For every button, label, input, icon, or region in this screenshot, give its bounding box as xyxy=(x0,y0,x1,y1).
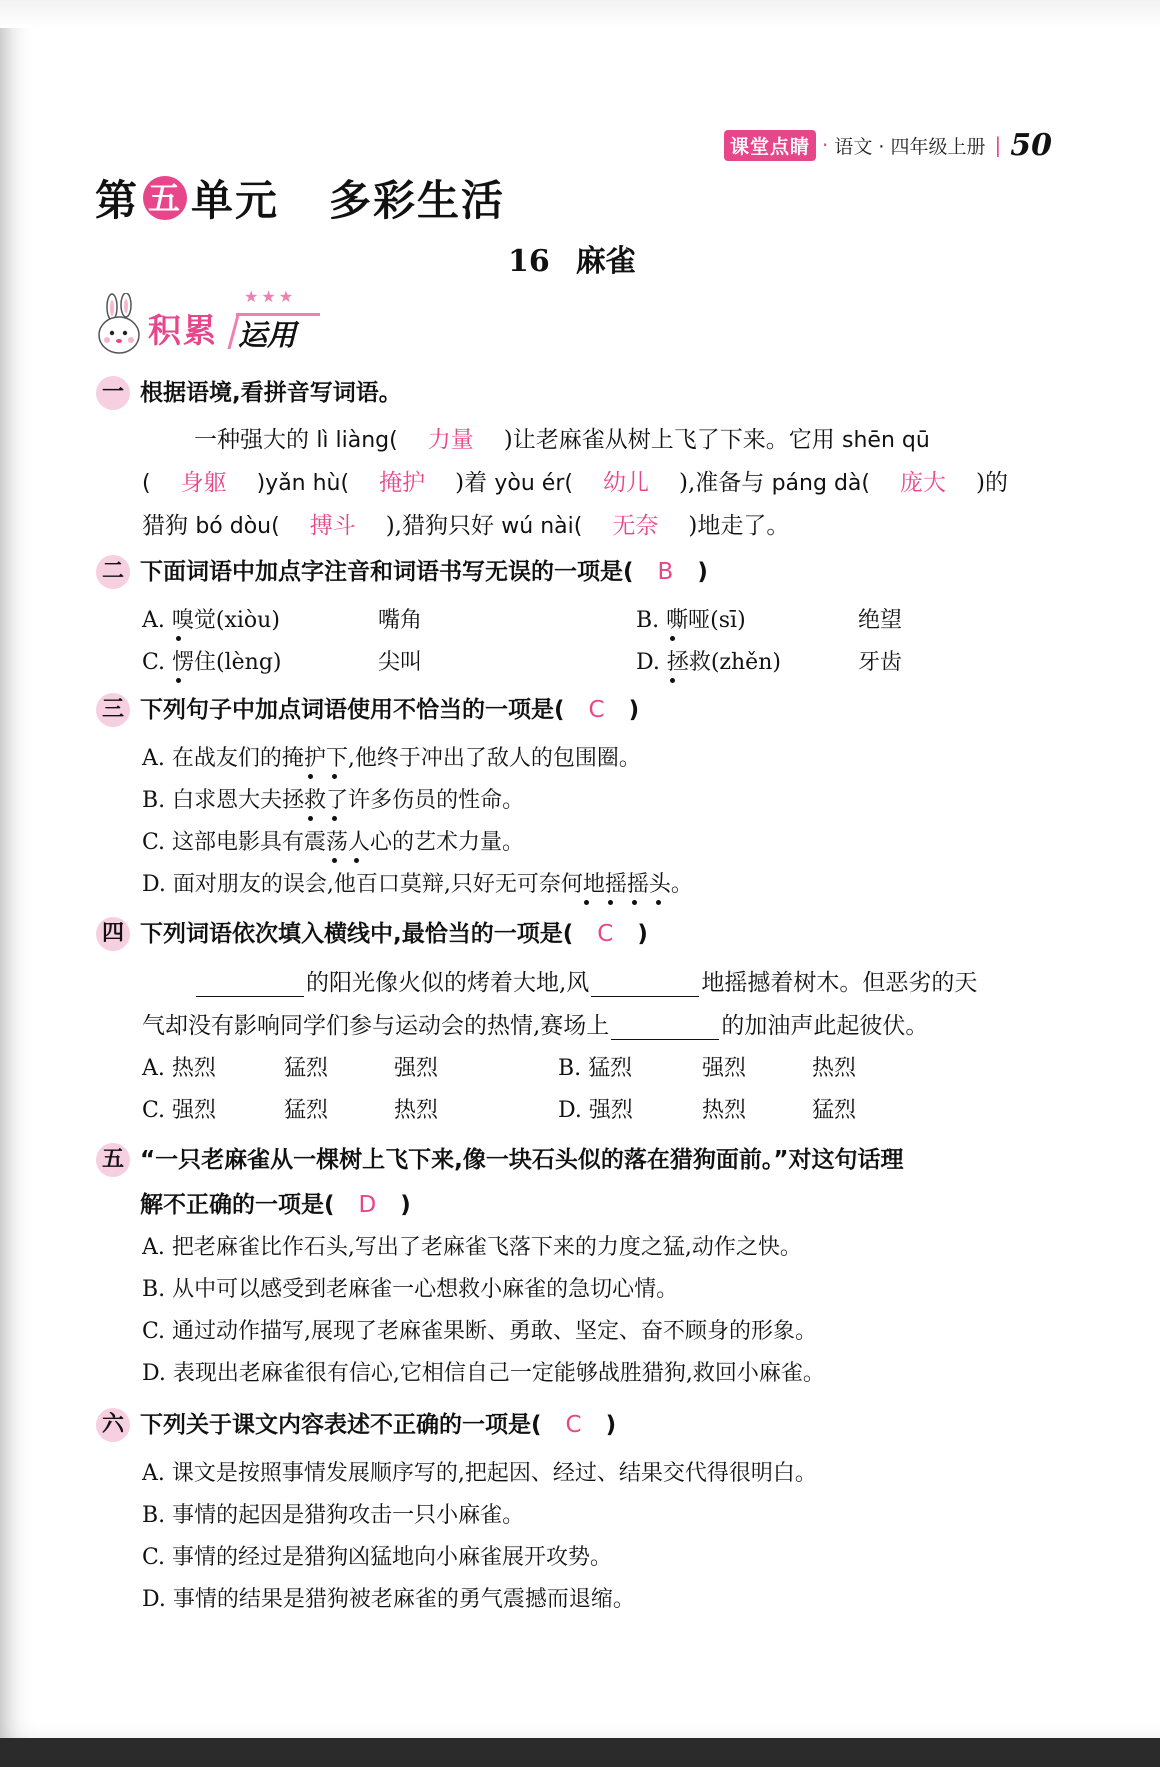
question-number: 五 xyxy=(96,1143,130,1177)
filled-answer: 幼儿 xyxy=(602,470,649,496)
rabbit-icon xyxy=(92,293,152,359)
prompt-text: 下列关于课文内容表述不正确的一项是( xyxy=(140,1412,542,1438)
passage-text: )地走了。 xyxy=(688,513,790,539)
option-c: C. 事情的经过是猎狗凶猛地向小麻雀展开攻势。 xyxy=(142,1545,613,1570)
question-4-head xyxy=(96,917,977,956)
option-a: A. 课文是按照事情发展顺序写的,把起因、经过、结果交代得很明白。 xyxy=(142,1461,817,1486)
prompt-text: 下面词语中加点字注音和词语书写无误的一项是( xyxy=(140,559,634,585)
prompt-text: 下列词语依次填入横线中,最恰当的一项是( xyxy=(140,921,574,947)
pinyin-text: wú nài( xyxy=(501,514,583,539)
banner-label-apply: 运用 xyxy=(238,318,297,352)
option-d: D. 表现出老麻雀很有信心,它相信自己一定能够战胜猎狗,救回小麻雀。 xyxy=(142,1361,825,1386)
header-divider: | xyxy=(994,133,1002,157)
option-a-word-2: 猛烈 xyxy=(284,1056,329,1081)
option-d-word: 牙齿 xyxy=(858,650,903,675)
option-d: D. 强烈 xyxy=(558,1098,633,1123)
question-prompt xyxy=(140,550,708,594)
option-d: D. 拯救(zhěn) xyxy=(636,650,781,675)
question-6-head xyxy=(96,1408,817,1447)
pinyin-text: páng dà( xyxy=(771,471,870,496)
option-c-word: 尖叫 xyxy=(378,650,423,675)
option-d-word-3: 猛烈 xyxy=(812,1098,857,1123)
option-b: B. 事情的起因是猎狗攻击一只小麻雀。 xyxy=(142,1503,525,1528)
option-c: C. 这部电影具有震荡人心的艺术力量。 xyxy=(142,830,525,855)
question-6-options xyxy=(142,1453,817,1621)
option-c-word-2: 猛烈 xyxy=(284,1098,329,1123)
header-subject: 语文 · 四年级上册 xyxy=(834,135,986,158)
option-d: D. 面对朋友的误会,他百口莫辩,只好无可奈何地摇摇头。 xyxy=(142,872,693,897)
blank-1[interactable] xyxy=(196,970,304,997)
emphasis-dot xyxy=(308,816,313,821)
option-c: C. 愣住(lèng) xyxy=(142,650,282,675)
passage-text: ),猎狗只好 xyxy=(385,513,502,539)
question-number: 四 xyxy=(96,917,130,951)
option-c: C. 通过动作描写,展现了老麻雀果断、勇敢、坚定、奋不顾身的形象。 xyxy=(142,1319,818,1344)
lesson-number: 16 xyxy=(508,244,550,279)
emphasis-dot xyxy=(670,636,675,641)
filled-answer: 身躯 xyxy=(180,470,227,496)
option-b: B. 白求恩大夫拯救了许多伤员的性命。 xyxy=(142,788,525,813)
prompt-close: ) xyxy=(628,697,640,723)
option-b: B. 嘶哑(sī) xyxy=(636,608,746,633)
emphasis-dot xyxy=(656,900,661,905)
passage-text: 地摇撼着树木。但恶劣的天 xyxy=(701,970,978,996)
filled-answer: 无奈 xyxy=(612,513,659,539)
question-4-passage xyxy=(142,962,977,1048)
option-a-word: 嘴角 xyxy=(378,608,423,633)
question-1 xyxy=(96,376,1008,548)
prompt-close: ) xyxy=(637,921,648,947)
lesson-title xyxy=(508,236,636,280)
pinyin-text: bó dòu( xyxy=(195,514,280,539)
blank-2[interactable] xyxy=(591,970,699,997)
passage-text: 的阳光像火似的烤着大地,风 xyxy=(306,970,590,996)
emphasis-dot xyxy=(354,858,359,863)
passage-text: 的加油声此起彼伏。 xyxy=(721,1013,929,1039)
option-d-word-2: 热烈 xyxy=(702,1098,747,1123)
question-5-head xyxy=(96,1143,903,1182)
option-b: B. 猛烈 xyxy=(558,1056,633,1081)
question-1-head xyxy=(96,376,1008,415)
option-b-word-2: 强烈 xyxy=(702,1056,747,1081)
emphasis-dot xyxy=(608,900,613,905)
passage-line-2 xyxy=(142,462,1008,505)
option-c: C. 强烈 xyxy=(142,1098,217,1123)
option-b: B. 从中可以感受到老麻雀一心想救小麻雀的急切心情。 xyxy=(142,1277,679,1302)
emphasis-dot xyxy=(332,816,337,821)
option-a: A. 热烈 xyxy=(142,1056,216,1081)
passage-line-3 xyxy=(142,505,1008,548)
unit-number-circle: 五 xyxy=(143,176,187,220)
answer: D xyxy=(358,1192,377,1218)
filled-answer: 掩护 xyxy=(379,470,426,496)
emphasis-dot xyxy=(176,636,181,641)
question-number: 一 xyxy=(96,376,130,410)
option-d: D. 事情的结果是猎狗被老麻雀的勇气震撼而退缩。 xyxy=(142,1587,635,1612)
option-a: A. 在战友们的掩护下,他终于冲出了敌人的包围圈。 xyxy=(142,746,641,771)
filled-answer: 搏斗 xyxy=(309,513,356,539)
passage-text: 猎狗 xyxy=(142,513,196,539)
option-a: A. 把老麻雀比作石头,写出了老麻雀飞落下来的力度之猛,动作之快。 xyxy=(142,1235,802,1260)
banner-label-accumulate: 积累 xyxy=(148,311,218,350)
passage-line-1 xyxy=(142,962,977,1005)
prompt-close: ) xyxy=(605,1412,617,1438)
question-5-head-line-2 xyxy=(140,1188,903,1227)
question-prompt xyxy=(140,1403,616,1447)
question-2-head xyxy=(96,555,708,594)
passage-text: 气却没有影响同学们参与运动会的热情,赛场上 xyxy=(142,1013,610,1039)
header-badge: 课堂点睛 xyxy=(724,130,816,161)
pinyin-text: shēn qū xyxy=(842,428,930,453)
question-prompt-2 xyxy=(140,1183,411,1227)
pinyin-text: yòu ér( xyxy=(494,471,573,496)
unit-prefix: 第 xyxy=(95,176,140,225)
passage-text: ),准备与 xyxy=(678,470,772,496)
option-c-word-3: 热烈 xyxy=(394,1098,439,1123)
prompt-close: ) xyxy=(400,1192,411,1218)
unit-suffix: 单元 xyxy=(191,176,280,225)
emphasis-dot xyxy=(332,774,337,779)
passage-text: )的 xyxy=(975,470,1008,496)
question-number: 二 xyxy=(96,555,130,589)
answer: C xyxy=(597,921,614,947)
question-3-head xyxy=(96,693,693,732)
pinyin-text: )yǎn hù( xyxy=(256,471,350,496)
page-top-shade xyxy=(0,0,1160,28)
unit-name: 多彩生活 xyxy=(329,176,506,225)
prompt-text: 解不正确的一项是( xyxy=(140,1192,335,1218)
emphasis-dot xyxy=(332,858,337,863)
pinyin-text: lì liàng( xyxy=(316,428,398,453)
section-banner xyxy=(92,287,322,361)
lesson-name: 麻雀 xyxy=(575,244,636,279)
emphasis-dot xyxy=(632,900,637,905)
emphasis-dot xyxy=(176,678,181,683)
question-prompt: 根据语境,看拼音写词语。 xyxy=(140,380,402,406)
passage-line-2 xyxy=(142,1005,977,1048)
question-1-passage xyxy=(142,419,1008,548)
passage-text: )让老麻雀从树上飞了下来。它用 xyxy=(503,427,843,453)
emphasis-dot xyxy=(584,900,589,905)
question-4 xyxy=(96,917,977,1132)
question-3 xyxy=(96,693,693,906)
header-dot: · xyxy=(822,133,829,157)
question-6 xyxy=(96,1408,817,1621)
page-header xyxy=(724,128,1052,162)
question-2-options xyxy=(142,600,903,684)
option-a: A. 嗅觉(xiòu) xyxy=(142,608,280,633)
passage-text: )着 xyxy=(455,470,495,496)
question-5 xyxy=(96,1143,903,1395)
question-number: 三 xyxy=(96,693,130,727)
emphasis-dot xyxy=(670,678,675,683)
pinyin-text: ( xyxy=(142,471,151,496)
banner-stars: ★★★ xyxy=(244,287,297,306)
question-4-options xyxy=(142,1048,977,1132)
option-b-word-3: 热烈 xyxy=(812,1056,857,1081)
answer: C xyxy=(565,1412,582,1438)
question-number: 六 xyxy=(96,1408,130,1442)
answer: B xyxy=(657,559,674,585)
option-a-word-3: 强烈 xyxy=(394,1056,439,1081)
filled-answer: 庞大 xyxy=(899,470,946,496)
passage-line-1 xyxy=(142,419,1008,462)
question-prompt xyxy=(140,912,648,956)
page-number: 50 xyxy=(1010,127,1052,163)
option-b-word: 绝望 xyxy=(858,608,903,633)
question-2 xyxy=(96,555,903,684)
question-5-options xyxy=(142,1227,903,1395)
emphasis-dot xyxy=(308,774,313,779)
prompt-text: 下列句子中加点词语使用不恰当的一项是( xyxy=(140,697,565,723)
passage-text: 一种强大的 xyxy=(194,427,317,453)
question-prompt: “一只老麻雀从一棵树上飞下来,像一块石头似的落在猎狗面前。”对这句话理 xyxy=(140,1147,904,1173)
answer: C xyxy=(588,697,605,723)
blank-3[interactable] xyxy=(611,1013,719,1040)
unit-title xyxy=(95,168,505,228)
question-3-options xyxy=(142,738,693,906)
prompt-close: ) xyxy=(697,559,708,585)
question-prompt xyxy=(140,688,639,732)
filled-answer: 力量 xyxy=(427,427,474,453)
